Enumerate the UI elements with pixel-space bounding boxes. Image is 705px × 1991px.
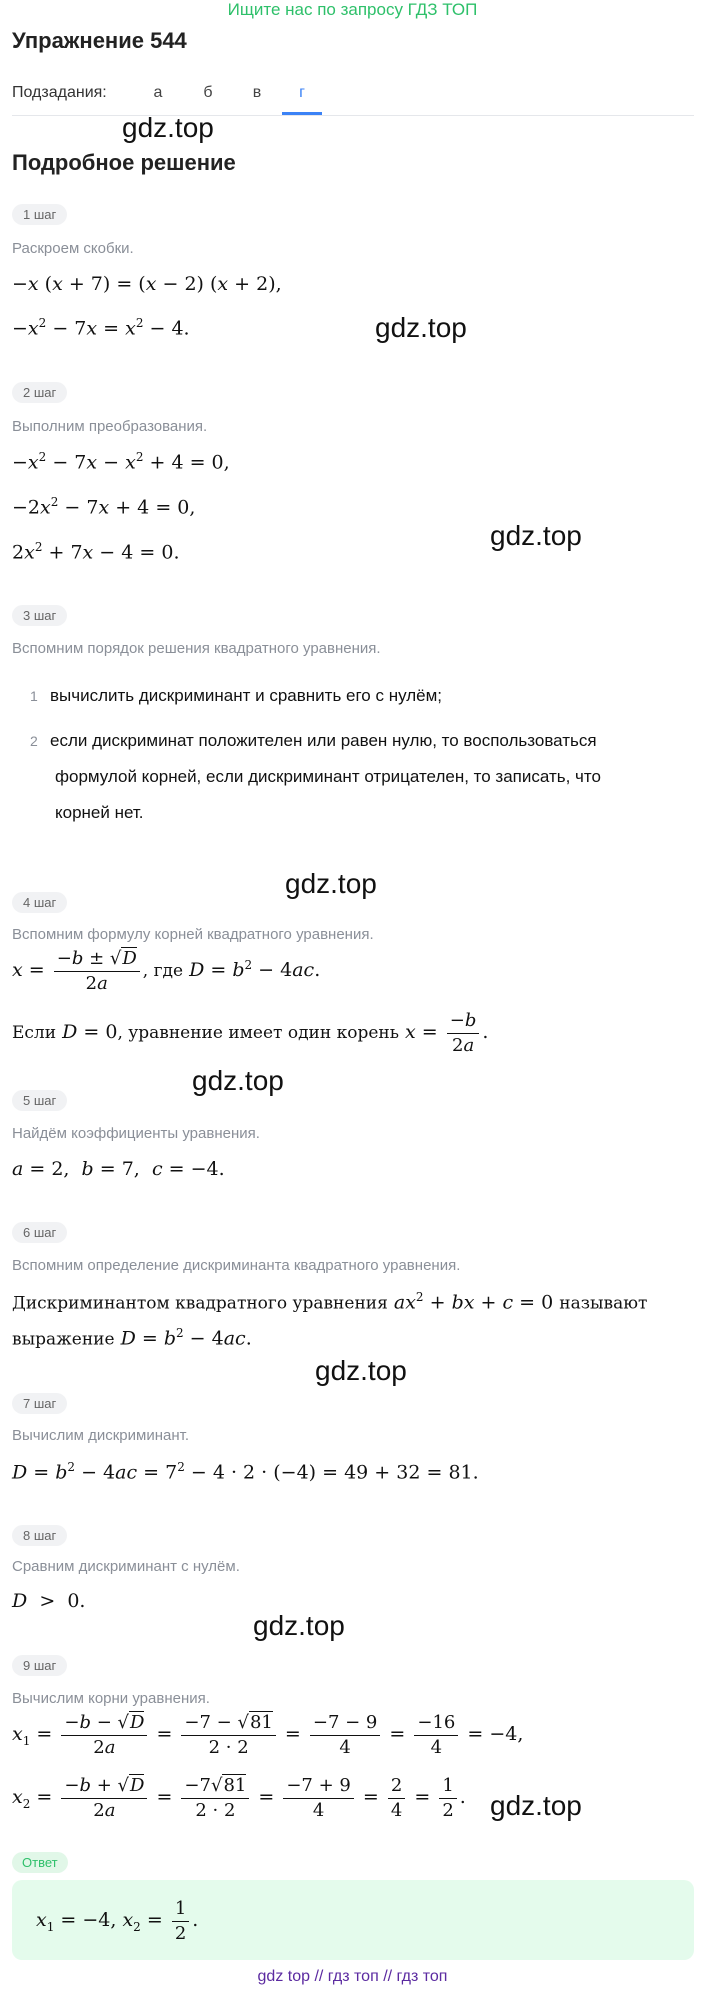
where-text: , где [142,961,184,982]
list-item-2-line-2: формулой корней, если дискриминант отрицателен, то записать, что [55,767,601,786]
step-4-formula: x = $\frac{-b \pm √D}{2a}$ , где $D = b^2 - 4ac$. [12,948,321,994]
tab-v[interactable]: в [252,84,262,101]
watermark: gdz.top [285,868,377,899]
step-2-eq-2: $-2x^2 - 7x + 4 = 0$, [12,495,196,519]
step-4-badge: 4 шаг [12,892,67,913]
step-3-badge: 3 шаг [12,605,67,626]
tab-g[interactable]: г [299,84,305,101]
step-7-hint: Вычислим дискриминант. [12,1427,189,1444]
step-6-definition-line-2: выражение $D = b^2 - 4ac$. [12,1326,252,1350]
page-title: Упражнение 544 [12,28,187,53]
step-1-eq-2: $-x^2 - 7x = x^2 - 4$. [12,316,190,340]
step-4-hint: Вспомним формулу корней квадратного уравнения. [12,926,374,943]
watermark: gdz.top [192,1065,284,1096]
step-1-badge: 1 шаг [12,204,67,225]
definition-text: Дискриминантом квадратного уравнения [12,1293,388,1314]
step-6-hint: Вспомним определение дискриминанта квадратного уравнения. [12,1257,461,1274]
list-item-2-line-3: корней нет. [55,803,144,822]
step-2-eq-1: $-x^2 - 7x - x^2 + 4 = 0$, [12,450,230,474]
watermark: gdz.top [490,1790,582,1821]
definition-text: выражение [12,1329,115,1350]
step-9-badge: 9 шаг [12,1655,67,1676]
step-7-discriminant: $D = b^2 - 4ac = 7^2 - 4 \cdot 2 \cdot (-4) = 49 + 32 = 81$. [12,1460,479,1484]
step-6-definition-line-1: Дискриминантом квадратного уравнения $ax^2$ + bx + c = 0 называют [12,1290,648,1314]
step-2-hint: Выполним преобразования. [12,418,208,435]
step-5-badge: 5 шаг [12,1090,67,1111]
step-6-badge: 6 шаг [12,1222,67,1243]
subtasks-label: Подзадания: [12,84,107,101]
step-1-eq-1: −x (x + 7) = (x − 2) (x + 2), [12,273,282,295]
active-tab-indicator [282,112,322,115]
tab-a[interactable]: а [153,84,163,101]
one-root-text: , уравнение имеет один корень [117,1023,399,1044]
watermark: gdz.top [253,1610,345,1641]
step-5-coefficients: a = 2, b = 7, c = −4. [12,1158,225,1180]
step-1-hint: Раскроем скобки. [12,240,134,257]
if-text: Если [12,1023,57,1044]
step-9-hint: Вычислим корни уравнения. [12,1690,210,1707]
watermark: gdz.top [490,520,582,551]
section-title: Подробное решение [12,150,236,175]
watermark: gdz.top [315,1355,407,1386]
step-9-root-1: $x_1$ = $\frac{-b - √D}{2a}$ = $\frac{-7 - √81}{2 \cdot 2}$ = $\frac{-7 - 9}{4}$ = $\frac{-16}{4}$ = −4, [12,1712,524,1758]
tab-b[interactable]: б [203,84,213,101]
answer-value: $x_1 = -4$, $x_2$ = $\frac{1}{2}$ . [36,1898,199,1944]
list-item-1: вычислить дискриминант и сравнить его с нулём; [50,686,443,705]
footer-links[interactable]: gdz top // гдз топ // гдз топ [257,1968,448,1985]
step-8-hint: Сравним дискриминант с нулём. [12,1558,240,1575]
step-2-badge: 2 шаг [12,382,67,403]
step-3-hint: Вспомним порядок решения квадратного уравнения. [12,640,381,657]
list-number: 2 [30,733,38,749]
watermark: gdz.top [375,312,467,343]
step-8-comparison: D > 0. [12,1590,86,1612]
watermark: gdz.top [122,112,214,143]
step-8-badge: 8 шаг [12,1525,67,1546]
step-7-badge: 7 шаг [12,1393,67,1414]
definition-text: называют [559,1293,648,1314]
step-5-hint: Найдём коэффициенты уравнения. [12,1125,260,1142]
step-9-root-2: $x_2$ = $\frac{-b + √D}{2a}$ = $\frac{-7√81}{2 \cdot 2}$ = $\frac{-7 + 9}{4}$ = $\frac{2}{4}$ = $\frac{1}{2}$ . [12,1775,466,1821]
search-hint-banner: Ищите нас по запросу ГДЗ ТОП [227,0,478,19]
step-4-one-root: Если D = 0, уравнение имеет один корень x = $\frac{-b}{2a}$ . [12,1010,489,1056]
list-number: 1 [30,688,38,704]
answer-badge: Ответ [12,1852,68,1873]
step-2-eq-3: $2x^2 + 7x - 4 = 0$. [12,540,180,564]
tabs-divider [12,115,694,116]
list-item-2-line-1: если дискриминат положителен или равен нулю, то воспользоваться [50,731,597,750]
